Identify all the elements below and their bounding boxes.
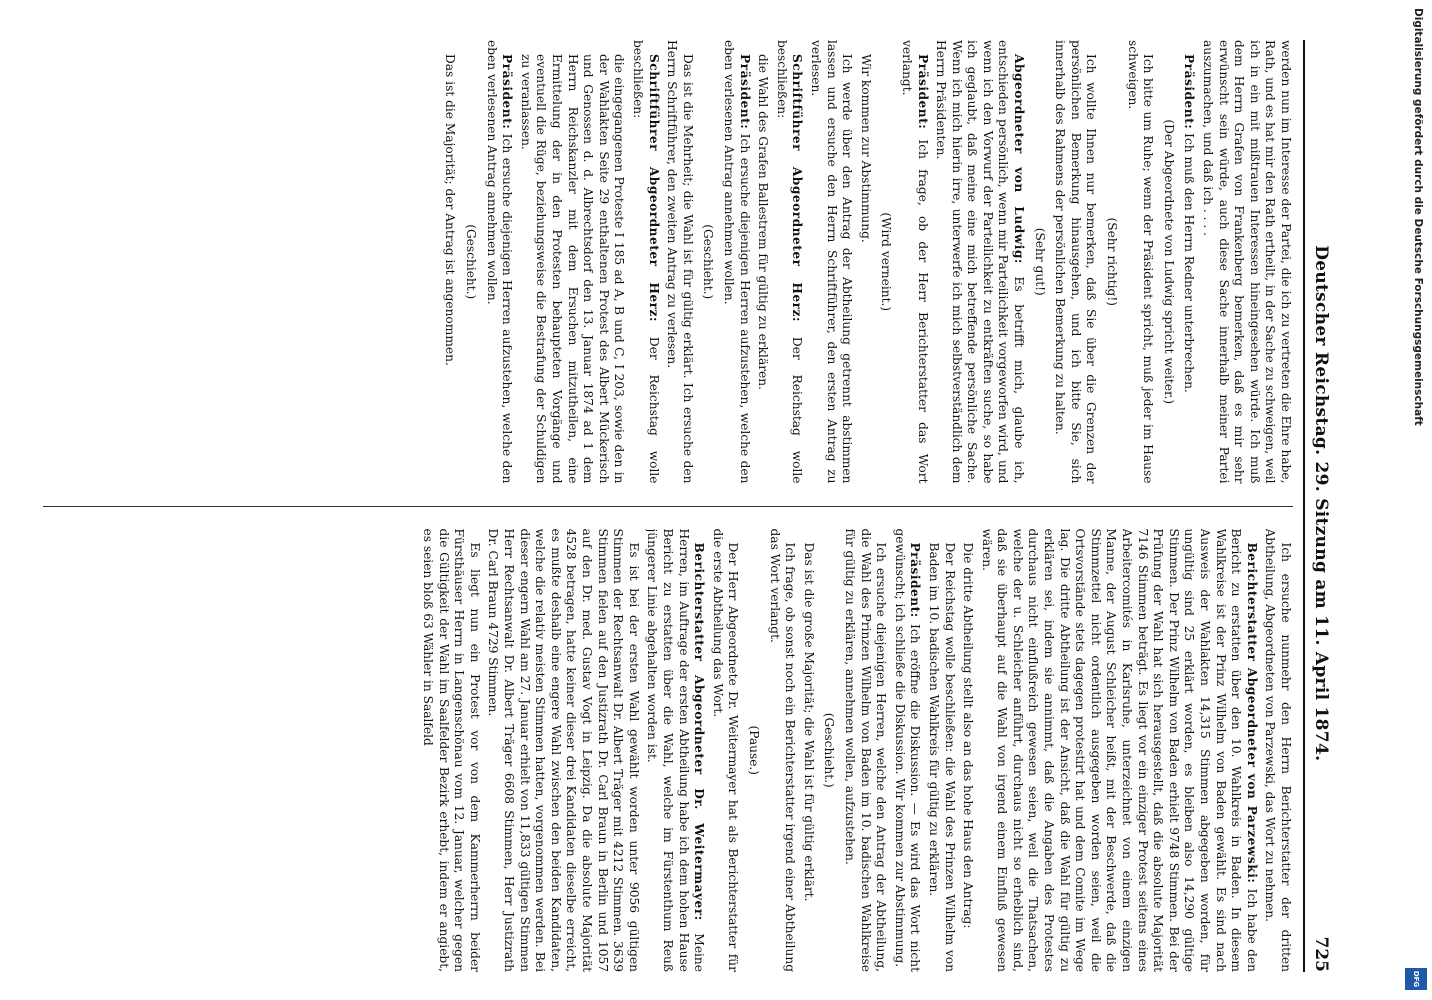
paragraph-text: Meine Herren, im Auftrage der ersten Abtheilung habe ich dem hohen Hause Bericht zu erstatten über die Wahl, welche im Fürstenthum Reuß jüngerer Linie abgehalten worden ist. xyxy=(645,528,707,972)
stage-direction xyxy=(700,40,716,484)
paragraph-text: (Pause.) xyxy=(747,725,761,776)
digitization-credit xyxy=(1402,0,1432,1000)
paragraph xyxy=(766,529,797,973)
speaker-name: Schriftführer Abgeordneter Herz: xyxy=(790,54,805,322)
paragraph-text: werden nun im Interesse der Partei, die ich zu vertreten die Ehre habe, Rath, und es hat mir den Rath ertheilt, in der Sache zu schweigen, weil ich in ein mit mißtrauen Interessen hineingesehen würde. Ich muß dem Herrn Grafen von Frankenberg bemerken, daß es mir sehr erwünscht sein würde, auch diese Sache innerhalb meiner Partei auszumachen, und daß ich . . . . xyxy=(1201,40,1293,484)
paragraph xyxy=(442,40,458,484)
paragraph-text: (Sehr richtig!) xyxy=(1105,217,1120,306)
paragraph-text: Es betrifft mich, glaube ich, entschieden persönlich, wenn mir Parteilichkeit vorgeworfen wird, und wenn ich den Vorwurf der Parteilichkeit zu entkräften suche, so habe ich geglaubt, daß meine eine mich betreffende persönliche Sache. Wenn ich mich hierin irre, unterwerfe ich mich selbstverständlich dem Herrn Präsidenten. xyxy=(934,40,1027,484)
paragraph-text: Ich eröffne die Diskussion. — Es wird das Wort nicht gewünscht; ich schließe die Diskussion. Wir kommen zur Abstimmung. xyxy=(892,528,923,972)
paragraph-text: die Wahl des Grafen Ballestrem für gültig zu erklären. xyxy=(756,54,771,390)
paragraph-text: (Sehr gut!) xyxy=(1032,227,1047,296)
paragraph-text: (Geschieht.) xyxy=(822,712,837,788)
page-number: 725 xyxy=(1311,936,1331,972)
paragraph xyxy=(1052,40,1099,484)
paragraph-text: Die dritte Abtheilung stellt also an das hohe Haus den Antrag: xyxy=(961,542,976,929)
dfg-logo: DFG xyxy=(1405,968,1427,990)
speaker-name: Berichterstatter Abgeordneter Dr. Weitermayer: xyxy=(692,542,707,921)
column-divider xyxy=(43,506,1293,507)
paragraph-text: Ich werde über den Antrag der Abtheilung getrennt abstimmen lassen und ersuche den Herrn Schriftführer, den ersten Antrag zu verlesen. xyxy=(808,40,855,484)
paragraph xyxy=(1124,40,1155,484)
paragraph-text: Das ist die Mehrheit; die Wahl ist für gültig erklärt. Ich ersuche den Herrn Schriftführer, den zweiten Antrag zu verlesen. xyxy=(665,40,695,484)
paragraph-text: Ich habe den Bericht zu erstatten über den 10. Wahlkreis in Baden. In diesem Wahlkreise ist der Prinz Wilhelm von Baden gewählt. Es sind nach Ausweis der Wahlakten 14,315 Stimmen abgegeben worden, für ungültig sind 25 erklärt worden, es bleiben also 14,290 gültige Stimmen. Der Prinz Wilhelm von Baden erhielt 9748 Stimmen. Bei der Prüfung der Wahl hat sich herausgestellt, daß die absolute Majorität 7146 Stimmen beträgt. Es liegt vor ein einziger Protest seitens eines Arbeitercomités in Karlsruhe, unterzeichnet von einem einzigen Manne, der August Schleicher heißt, mit der Beschwerde, daß die Stimmzettel nicht ordentlich ausgegeben worden seien, weil die Ortsvorstände stets dagegen protestirt hat und dem Comite im Wege lag. Die dritte Abtheilung ist der Ansicht, daß die Wahl für gültig zu erklären sei, indem sie annimmt, daß die Angaben des Protestes durchaus nicht einflußreich gewesen seien, weil die Thatsachen, welche der u. Schleicher anführt, durchaus nicht so erheblich sind, daß sie überhaupt auf die Wahl von irgend einem Einfluß gewesen wären. xyxy=(979,528,1259,972)
stage-direction xyxy=(745,529,761,973)
credit-text: Digitalisierung gefördert durch die Deutsche Forschungsgemeinschaft xyxy=(1412,8,1424,426)
paragraph xyxy=(644,529,706,973)
column-right xyxy=(43,529,1293,973)
paragraph xyxy=(664,40,695,484)
paragraph-text: Ich frage, ob der Herr Berichterstatter das Wort verlangt. xyxy=(899,40,930,484)
paragraph xyxy=(891,529,922,973)
speaker-name: Berichterstatter Abgeordneter von Parzewski: xyxy=(1244,542,1259,884)
paragraph xyxy=(773,40,804,484)
stage-direction xyxy=(1160,40,1176,484)
paragraph-text: Ich ersuche diejenigen Herren aufzustehen, welche den eben verlesenen Antrag annehmen wollen. xyxy=(484,40,515,484)
speaker-name: Präsident: xyxy=(500,54,515,130)
paragraph-text: Ich ersuche nunmehr den Herrn Berichterstatter der dritten Abtheilung, Abgeordneten von Parzewski, das Wort zu nehmen. xyxy=(1263,528,1293,972)
paragraph-text: Das ist die große Majorität; die Wahl ist für gültig erklärt. xyxy=(801,542,816,902)
paragraph-text: Es liegt nun ein Protest vor von dem Kammerherrn beider Fürsthäuser Herrn in Langenschönau vom 12. Januar, welcher gegen die Gültigkeit der Wahl im Saalfelder Bezirk erhebt, indem er angiebt, es seien bloß 63 Wähler in Saalfeld xyxy=(421,528,482,972)
paragraph-text: Ich muß den Herrn Redner unterbrechen. xyxy=(1182,129,1197,393)
paragraph-text: Wir kommen zur Abstimmung. xyxy=(858,54,873,243)
speaker-name: Präsident: xyxy=(737,54,752,130)
paragraph-text: (Wird verneint.) xyxy=(879,212,894,312)
stage-direction xyxy=(1031,40,1047,484)
paragraph-text: (Der Abgeordnete von Ludwig spricht weiter.) xyxy=(1161,119,1176,405)
text-columns xyxy=(43,40,1293,972)
paragraph xyxy=(978,529,1259,973)
paragraph xyxy=(483,40,514,484)
paragraph xyxy=(420,529,482,973)
column-left xyxy=(43,40,1293,484)
paragraph-text: Der Reichstag wolle beschließen: die Wahl des Prinzen Wilhelm von Baden im 10. badischen Wahlkreis für gültig zu erklären. xyxy=(926,542,957,972)
paragraph-text: die eingegangenen Proteste I 185 ad A, B und C, I 203, sowie den in der Wahlakten Seite 29 enthaltenen Protest des Albert Mückerisch und Genossen d. d. Albrechtsdorf den 13. Januar 1874 ad 1 dem Herrn Reichskanzler mit dem Ersuchen mitzutheilen, eine Ermittelung der in den Protesten behaupteten Vorgänge und eventuell die Rüge, beziehungsweise die Bestrafung der Schuldigen zu veranlassen. xyxy=(518,54,627,484)
paragraph xyxy=(1181,40,1197,484)
paragraph xyxy=(925,529,956,973)
paragraph-text: Ich frage, ob sonst noch ein Berichterstatter irgend einer Abtheilung das Wort verlangt. xyxy=(767,528,798,972)
paragraph xyxy=(629,40,660,484)
paragraph-text: Der Herr Abgeordnete Dr. Weitermayer hat als Berichterstatter für die erste Abtheilung das Wort. xyxy=(710,528,741,972)
paragraph xyxy=(1262,529,1293,973)
paragraph xyxy=(720,40,751,484)
paragraph xyxy=(485,529,641,973)
speaker-name: Präsident: xyxy=(915,54,930,130)
stage-direction xyxy=(878,40,894,484)
paragraph-text: Ich ersuche diejenigen Herren aufzustehen, welche den eben verlesenen Antrag annehmen wollen. xyxy=(722,40,752,484)
paragraph-text: Ich wollte Ihnen nur bemerken, daß Sie über die Grenzen der persönlichen Bemerkung hinausgehen, und ich bitte Sie, sich innerhalb des Rahmens der persönlichen Bemerkung zu halten. xyxy=(1053,40,1099,484)
running-header xyxy=(1303,40,1331,972)
speaker-name: Präsident: xyxy=(1182,54,1197,130)
paragraph xyxy=(1199,40,1293,484)
running-title: Deutscher Reichstag. 29. Sitzung am 11. April 1874. xyxy=(1311,245,1331,762)
paragraph xyxy=(709,529,740,973)
paragraph-text: Ich ersuche diejenigen Herren, welche den Antrag der Abtheilung, die Wahl des Prinzen Wilhelm von Baden im 10. badischen Wahlkreise für gültig zu erklären, annehmen wollen, aufzustehen. xyxy=(842,528,889,972)
paragraph-text: Ich bitte um Ruhe; wenn der Präsident spricht, muß jeder im Hause schweigen. xyxy=(1125,40,1156,484)
paragraph xyxy=(960,529,976,973)
paragraph xyxy=(755,40,771,484)
paragraph xyxy=(800,529,816,973)
paragraph xyxy=(898,40,929,484)
speaker-name: Schriftführer Abgeordneter Herz: xyxy=(646,54,661,322)
paragraph-text: Der Reichstag wolle beschließen: xyxy=(774,40,805,484)
paragraph-text: Das ist die Majorität; der Antrag ist angenommen. xyxy=(443,54,458,366)
paragraph xyxy=(807,40,854,484)
paragraph-text: (Geschieht.) xyxy=(464,224,479,300)
paragraph xyxy=(517,40,626,484)
paragraph-text: (Geschieht.) xyxy=(701,224,716,300)
paragraph-text: Der Reichstag wolle beschließen: xyxy=(631,40,661,484)
paragraph xyxy=(933,40,1027,484)
stage-direction xyxy=(1103,40,1119,484)
paragraph xyxy=(841,529,888,973)
stage-direction xyxy=(463,40,479,484)
speaker-name: Präsident: xyxy=(908,542,923,618)
paragraph-text: Es ist bei der ersten Wahl gewählt worden unter 9056 gültigen Stimmen der Rechtsanwalt Dr. Albert Träger mit 4212 Stimmen. 3639 Stimmen fielen auf den Justizrath Dr. Carl Braun in Berlin und 1057 auf den Dr. med. Gustav Vogt in Leipzig. Da die absolute Majorität 4528 betragen, hatte keiner dieser drei Kandidaten dieselbe erreicht, es mußte deshalb eine engere Wahl zwischen den beiden Kandidaten, welche die relativ meisten Stimmen hatten, vorgenommen werden. Bei dieser engern Wahl am 27. Januar erhielt von 11,833 gültigen Stimmen Herr Rechtsanwalt Dr. Albert Träger 6608 Stimmen, Herr Justizrath Dr. Carl Braun 4729 Stimmen. xyxy=(486,528,641,972)
stage-direction xyxy=(821,529,837,973)
paragraph xyxy=(857,40,873,484)
speaker-name: Abgeordneter von Ludwig: xyxy=(1012,54,1027,264)
